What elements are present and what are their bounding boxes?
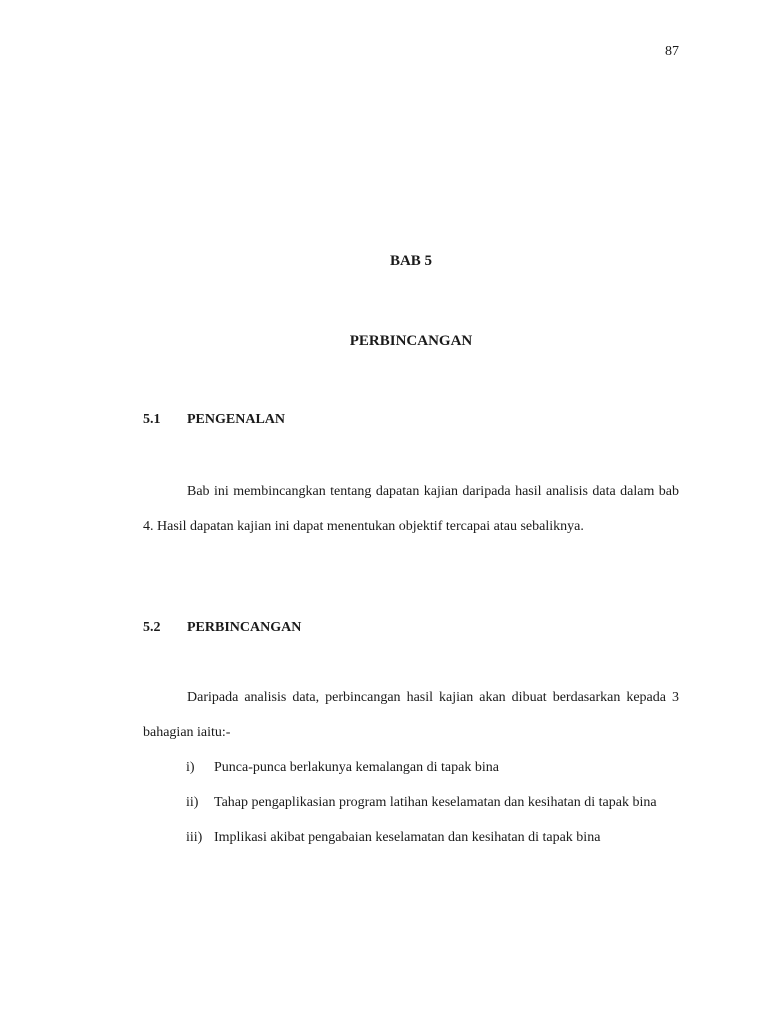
chapter-title: PERBINCANGAN: [349, 333, 473, 349]
list-marker: i): [186, 760, 195, 775]
section-number: 5.2: [143, 620, 161, 635]
section-paragraph-5-1: [143, 474, 679, 544]
page-number: 87: [665, 44, 679, 59]
paragraph-text: Daripada analisis data, perbincangan hasil kajian akan dibuat berdasarkan kepada 3 bahagian iaitu:-: [143, 690, 679, 740]
list-text: Tahap pengaplikasian program latihan keselamatan dan kesihatan di tapak bina: [214, 795, 657, 810]
list-item: [186, 820, 679, 855]
section-heading-5-2: [143, 620, 301, 636]
list-marker: ii): [186, 795, 199, 810]
list-text: Implikasi akibat pengabaian keselamatan dan kesihatan di tapak bina: [214, 830, 601, 845]
chapter-label: BAB 5: [389, 253, 433, 269]
paragraph-text: Bab ini membincangkan tentang dapatan kajian daripada hasil analisis data dalam bab 4. Hasil dapatan kajian ini dapat menentukan objektif tercapai atau sebaliknya.: [143, 484, 679, 534]
section-number: 5.1: [143, 412, 161, 427]
list-text: Punca-punca berlakunya kemalangan di tapak bina: [214, 760, 499, 775]
section-paragraph-5-2: [143, 680, 679, 750]
list-item: [186, 750, 679, 785]
section-title: PENGENALAN: [187, 412, 286, 427]
section-heading-5-1: [143, 412, 285, 428]
numbered-list: [186, 750, 679, 855]
list-item: [186, 785, 679, 820]
section-title: PERBINCANGAN: [187, 620, 302, 635]
list-marker: iii): [186, 830, 203, 845]
